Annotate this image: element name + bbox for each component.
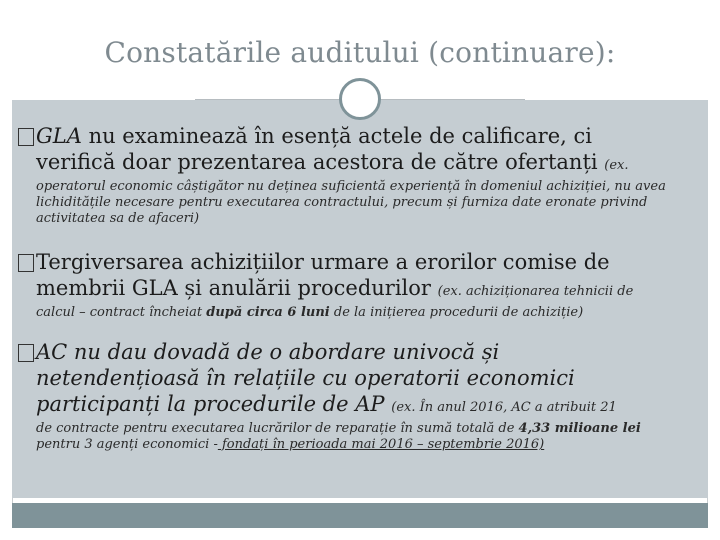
item-note-underlined: fondați în perioada mai 2016 – septembrie 2016) (217, 437, 545, 452)
footer-bar (12, 503, 708, 528)
item-note: (ex. achiziționarea tehnicii de (437, 284, 634, 299)
item-text: verifică doar prezentarea acestora de către ofertanți (36, 150, 598, 174)
list-item (18, 339, 708, 453)
item-note-emphasis: 4,33 milioane lei (518, 421, 641, 436)
item-note-emphasis: după circa 6 luni (206, 305, 330, 320)
item-text: Tergiversarea achizițiilor urmare a erorilor comise de (36, 250, 610, 274)
item-text: nu examinează în esență actele de calificare, ci (81, 124, 592, 148)
item-note: de contracte pentru executarea lucrărilor de reparație în sumă totală de (36, 421, 515, 436)
item-note: operatorul economic câștigător nu deținea suficientă experiență în domeniul achiziției, nu avea lichiditățile necesare pentru executarea contractului, precum și furniza date eronate privind activitatea sa de afaceri) (36, 179, 666, 226)
item-text: membrii GLA și anulării procedurilor (36, 276, 431, 300)
item-note: (ex. (604, 158, 629, 173)
item-text: netendențioasă în relațiile cu operatorii economici (36, 366, 575, 390)
circle-ornament-icon (339, 78, 381, 120)
item-note: calcul – contract încheiat (36, 305, 203, 320)
bullet-list (18, 123, 708, 453)
item-text: participanți la procedurile de AP (36, 392, 385, 416)
item-note: (ex. În anul 2016, AC a atribuit 21 (391, 400, 617, 415)
bullet-icon (18, 254, 34, 272)
bullet-icon (18, 344, 34, 362)
list-item (18, 123, 708, 227)
item-text: AC nu dau dovadă de o abordare univocă și (36, 340, 500, 364)
item-note: de la inițierea procedurii de achiziție) (333, 305, 584, 320)
list-item (18, 249, 708, 321)
item-text: GLA (36, 124, 82, 148)
page-title: Constatările auditului (continuare): (104, 36, 616, 69)
item-note: pentru 3 agenți economici - (36, 437, 218, 452)
bullet-icon (18, 128, 34, 146)
